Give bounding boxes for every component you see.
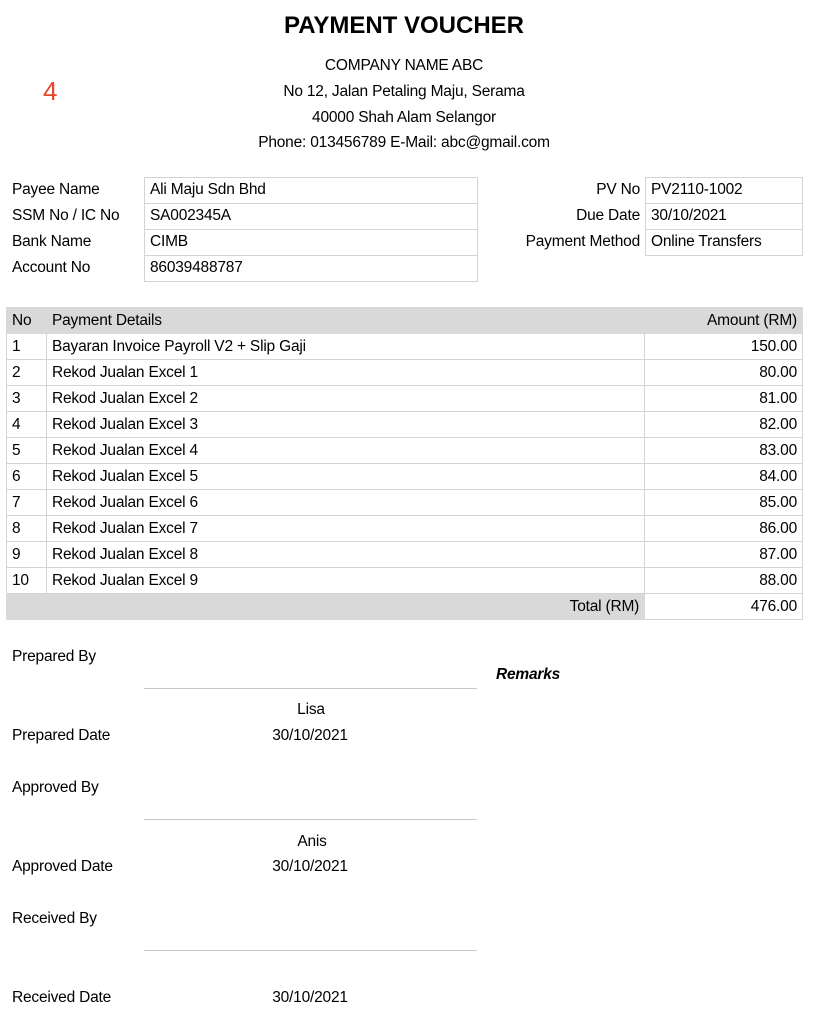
item-details: Rekod Jualan Excel 1 — [46, 360, 644, 386]
table-row — [7, 438, 803, 464]
pv-no-label: PV No — [596, 181, 640, 198]
table-row — [7, 334, 803, 360]
approved-signature-line — [144, 819, 477, 820]
received-date-value: 30/10/2021 — [272, 989, 348, 1006]
payment-method-label: Payment Method — [525, 233, 640, 250]
item-no: 9 — [7, 542, 47, 568]
payment-items-table — [6, 307, 803, 620]
item-details: Rekod Jualan Excel 8 — [46, 542, 644, 568]
header-amount: Amount (RM) — [645, 308, 803, 334]
table-row — [7, 516, 803, 542]
table-header-row — [7, 308, 803, 334]
company-contact: Phone: 013456789 E-Mail: abc@gmail.com — [258, 134, 550, 151]
prepared-by-label: Prepared By — [12, 648, 96, 665]
account-no-label: Account No — [12, 259, 91, 276]
item-no: 1 — [7, 334, 47, 360]
item-amount: 81.00 — [645, 386, 803, 412]
item-details: Rekod Jualan Excel 3 — [46, 412, 644, 438]
table-row — [7, 386, 803, 412]
total-row — [7, 594, 803, 620]
table-row — [7, 568, 803, 594]
approved-date-label: Approved Date — [12, 858, 113, 875]
company-address-2: 40000 Shah Alam Selangor — [312, 109, 496, 126]
header-no: No — [7, 308, 47, 334]
item-no: 2 — [7, 360, 47, 386]
page-title: PAYMENT VOUCHER — [283, 12, 525, 39]
total-value: 476.00 — [645, 594, 803, 620]
payee-name-field: Ali Maju Sdn Bhd — [144, 177, 478, 204]
item-amount: 83.00 — [645, 438, 803, 464]
company-name: COMPANY NAME ABC — [324, 57, 484, 74]
approved-by-label: Approved By — [12, 779, 99, 796]
account-no-field: 86039488787 — [144, 255, 478, 282]
table-row — [7, 490, 803, 516]
item-amount: 82.00 — [645, 412, 803, 438]
item-amount: 84.00 — [645, 464, 803, 490]
item-amount: 86.00 — [645, 516, 803, 542]
item-no: 5 — [7, 438, 47, 464]
item-details: Rekod Jualan Excel 2 — [46, 386, 644, 412]
remarks-label: Remarks — [496, 666, 561, 683]
header-details: Payment Details — [46, 308, 644, 334]
payee-name-label: Payee Name — [12, 181, 100, 198]
table-row — [7, 412, 803, 438]
payment-method-field: Online Transfers — [645, 229, 803, 256]
item-details: Rekod Jualan Excel 5 — [46, 464, 644, 490]
item-details: Rekod Jualan Excel 7 — [46, 516, 644, 542]
due-date-field: 30/10/2021 — [645, 203, 803, 230]
item-no: 6 — [7, 464, 47, 490]
prepared-date-value: 30/10/2021 — [272, 727, 348, 744]
item-no: 3 — [7, 386, 47, 412]
item-details: Rekod Jualan Excel 4 — [46, 438, 644, 464]
page-number: 4 — [43, 76, 58, 106]
approved-by-name: Anis — [297, 833, 327, 850]
total-label: Total (RM) — [7, 594, 645, 620]
item-no: 4 — [7, 412, 47, 438]
due-date-label: Due Date — [576, 207, 640, 224]
table-row — [7, 542, 803, 568]
prepared-signature-line — [144, 688, 477, 689]
item-details: Rekod Jualan Excel 6 — [46, 490, 644, 516]
item-details: Bayaran Invoice Payroll V2 + Slip Gaji — [46, 334, 644, 360]
item-details: Rekod Jualan Excel 9 — [46, 568, 644, 594]
item-amount: 150.00 — [645, 334, 803, 360]
company-address-1: No 12, Jalan Petaling Maju, Serama — [283, 83, 525, 100]
item-amount: 88.00 — [645, 568, 803, 594]
table-row — [7, 464, 803, 490]
table-row — [7, 360, 803, 386]
received-signature-line — [144, 950, 477, 951]
bank-name-label: Bank Name — [12, 233, 92, 250]
item-no: 10 — [7, 568, 47, 594]
approved-date-value: 30/10/2021 — [272, 858, 348, 875]
bank-name-field: CIMB — [144, 229, 478, 256]
item-amount: 80.00 — [645, 360, 803, 386]
item-no: 8 — [7, 516, 47, 542]
prepared-date-label: Prepared Date — [12, 727, 111, 744]
pv-no-field: PV2110-1002 — [645, 177, 803, 204]
ssm-ic-field: SA002345A — [144, 203, 478, 230]
prepared-by-name: Lisa — [297, 701, 325, 718]
item-amount: 87.00 — [645, 542, 803, 568]
item-amount: 85.00 — [645, 490, 803, 516]
item-no: 7 — [7, 490, 47, 516]
received-by-label: Received By — [12, 910, 97, 927]
ssm-ic-label: SSM No / IC No — [12, 207, 120, 224]
received-date-label: Received Date — [12, 989, 112, 1006]
